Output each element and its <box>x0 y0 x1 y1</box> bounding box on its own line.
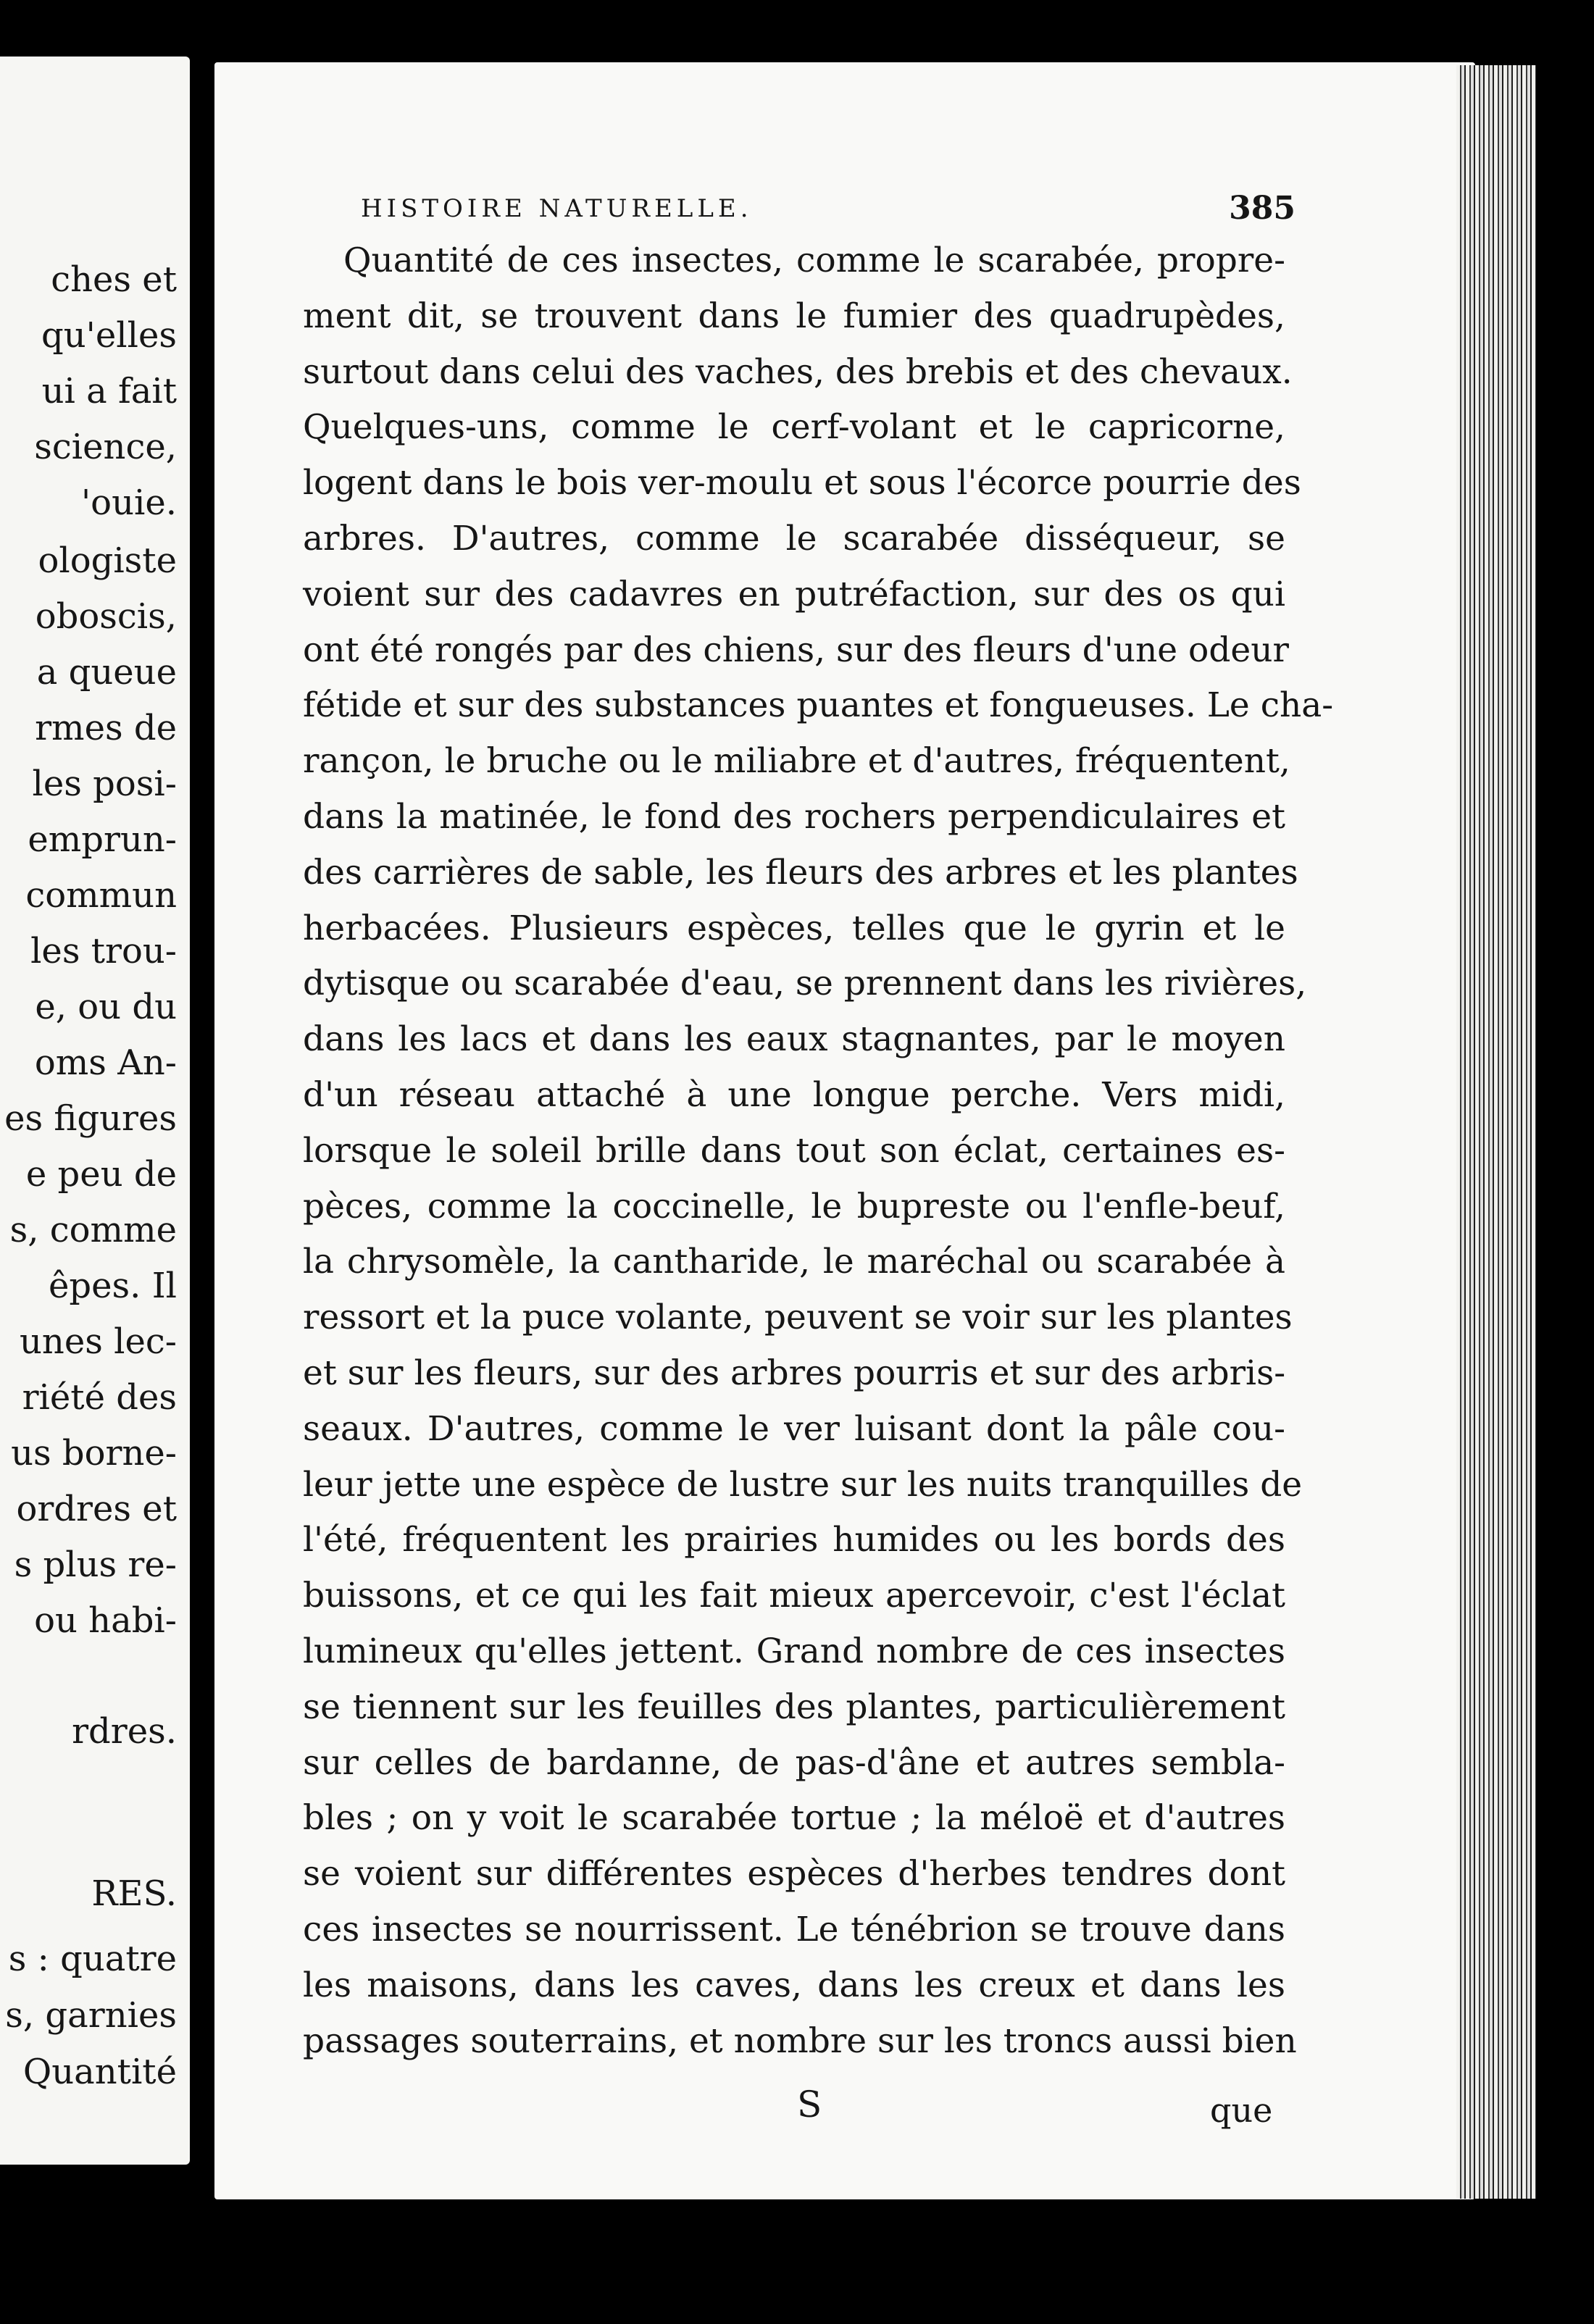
text-line: dytisque ou scarabée d'eau, se prennent dans les rivières, <box>303 964 1307 1004</box>
left-page-line: êpes. Il <box>49 1266 177 1306</box>
left-page-fragment <box>0 57 190 2165</box>
left-page-line: RES. <box>91 1873 177 1914</box>
text-line: sur celles de bardanne, de pas-d'âne et autres sembla- <box>303 1742 1285 1783</box>
left-page-line: les posi- <box>32 764 177 804</box>
page-number: 385 <box>1229 190 1295 227</box>
text-line: ment dit, se trouvent dans le fumier des quadrupèdes, <box>303 296 1285 336</box>
text-line: fétide et sur des substances puantes et fongueuses. Le cha- <box>303 685 1334 726</box>
text-line: et sur les fleurs, sur des arbres pourris et sur des arbris- <box>303 1353 1286 1393</box>
running-title: HISTOIRE NATURELLE. <box>361 194 753 223</box>
left-page-line: commun <box>25 875 177 916</box>
left-page-line: ologiste <box>38 540 177 581</box>
left-page-line: unes lec- <box>20 1321 177 1362</box>
left-page-line: ordres et <box>16 1489 177 1529</box>
text-line: passages souterrains, et nombre sur les troncs aussi bien <box>303 2020 1297 2061</box>
text-line: les maisons, dans les caves, dans les creux et dans les <box>303 1965 1285 2005</box>
left-page-line: e, ou du <box>35 987 177 1027</box>
text-line: se tiennent sur les feuilles des plantes, particulièrement <box>303 1686 1285 1727</box>
left-page-line: qu'elles <box>41 315 177 356</box>
left-page-line: a queue <box>36 652 177 693</box>
text-line: Quelques-uns, comme le cerf-volant et le capricorne, <box>303 407 1285 448</box>
left-page-line: us borne- <box>11 1433 177 1474</box>
text-line: l'été, fréquentent les prairies humides ou les bords des <box>303 1520 1285 1560</box>
left-page-line: science, <box>34 427 177 467</box>
text-line: se voient sur différentes espèces d'herbes tendres dont <box>303 1854 1285 1894</box>
left-page-line: es figures <box>4 1098 177 1139</box>
left-page-line: oms An- <box>34 1042 177 1083</box>
text-line: dans la matinée, le fond des rochers perpendiculaires et <box>303 796 1285 837</box>
left-page-line: ui a fait <box>41 371 177 411</box>
left-page-line: rmes de <box>35 708 177 748</box>
book-page-edges <box>1456 65 1536 2199</box>
text-line: ont été rongés par des chiens, sur des fleurs d'une odeur <box>303 630 1289 670</box>
left-page-line: s, comme <box>9 1210 177 1250</box>
left-page-line: riété des <box>22 1377 177 1418</box>
left-page-line: s : quatre <box>8 1939 177 1979</box>
text-line: seaux. D'autres, comme le ver luisant dont la pâle cou- <box>303 1408 1285 1449</box>
left-page-line: emprun- <box>28 819 177 860</box>
left-page-line: oboscis, <box>35 596 177 637</box>
text-line: lorsque le soleil brille dans tout son éclat, certaines es- <box>303 1130 1285 1171</box>
text-line: pèces, comme la coccinelle, le bupreste ou l'enfle-beuf, <box>303 1186 1285 1226</box>
signature-mark: S <box>797 2083 822 2126</box>
left-page-line: rdres. <box>72 1711 177 1752</box>
text-line: rançon, le bruche ou le miliabre et d'autres, fréquentent, <box>303 741 1290 782</box>
text-line: arbres. D'autres, comme le scarabée disséqueur, se <box>303 518 1285 559</box>
text-line: d'un réseau attaché à une longue perche. Vers midi, <box>303 1074 1285 1115</box>
text-line: herbacées. Plusieurs espèces, telles que le gyrin et le <box>303 908 1285 948</box>
text-line: logent dans le bois ver-moulu et sous l'écorce pourrie des <box>303 463 1301 503</box>
left-page-line: ou habi- <box>34 1600 177 1641</box>
left-page-line: ches et <box>51 259 177 300</box>
left-page-line: s, garnies <box>5 1995 177 2036</box>
text-line: voient sur des cadavres en putréfaction, sur des os qui <box>303 574 1285 614</box>
catchword: que <box>1210 2091 1273 2130</box>
left-page-line: 'ouie. <box>80 482 177 523</box>
text-line: Quantité de ces insectes, comme le scarabée, propre- <box>343 241 1285 280</box>
text-line: dans les lacs et dans les eaux stagnantes, par le moyen <box>303 1019 1285 1060</box>
text-line: ressort et la puce volante, peuvent se voir sur les plantes <box>303 1297 1293 1338</box>
left-page-line: e peu de <box>25 1154 177 1195</box>
text-line: buissons, et ce qui les fait mieux apercevoir, c'est l'éclat <box>303 1576 1285 1616</box>
text-line: des carrières de sable, les fleurs des arbres et les plantes <box>303 852 1298 893</box>
left-page-line: s plus re- <box>14 1545 177 1585</box>
text-line: ces insectes se nourrissent. Le ténébrion se trouve dans <box>303 1909 1285 1949</box>
text-line: la chrysomèle, la cantharide, le maréchal ou scarabée à <box>303 1242 1285 1282</box>
body-text <box>303 233 1334 2069</box>
text-line: surtout dans celui des vaches, des brebis et des chevaux. <box>303 351 1293 392</box>
text-line: bles ; on y voit le scarabée tortue ; la méloë et d'autres <box>303 1798 1285 1839</box>
text-line: leur jette une espèce de lustre sur les nuits tranquilles de <box>303 1464 1303 1505</box>
left-page-line: Quantité <box>22 2052 177 2092</box>
text-line: lumineux qu'elles jettent. Grand nombre de ces insectes <box>303 1631 1285 1671</box>
page-header <box>361 190 1295 233</box>
left-page-line: les trou- <box>30 931 177 971</box>
